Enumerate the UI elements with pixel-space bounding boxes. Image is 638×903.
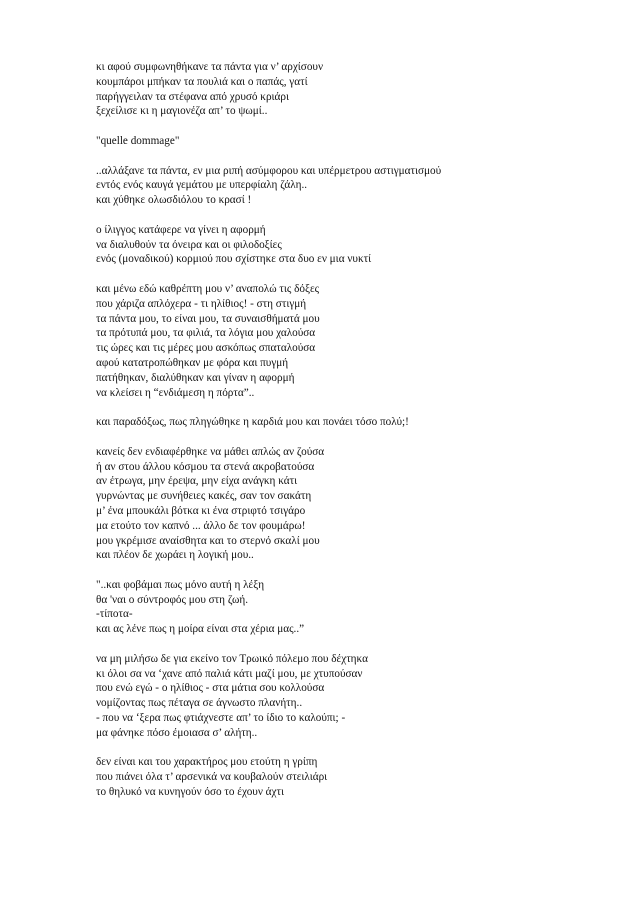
poem-line: ο ίλιγγος κατάφερε να γίνει η αφορμή [96, 223, 266, 236]
poem-line: τα πρότυπά μου, τα φιλιά, τα λόγια μου χαλούσα [96, 327, 316, 340]
poem-line: πατήθηκαν, διαλύθηκαν και γίναν η αφορμή [96, 371, 295, 384]
poem-line: ..αλλάξανε τα πάντα, εν μια ριπή ασύμφορου και υπέρμετρου αστιγματισμού [96, 164, 442, 177]
poem-line: κουμπάροι μπήκαν τα πουλιά και ο παπάς, γατί [96, 75, 308, 88]
poem-line: ενός (μοναδικού) κορμιού που σχίστηκε στα δυο εν μια νυκτί [96, 253, 372, 266]
poem-line: και ας λένε πως η μοίρα είναι στα χέρια μας..” [96, 623, 305, 636]
poem-line: τα πάντα μου, το είναι μου, τα συναισθήματά μου [96, 312, 320, 325]
poem-line: και χύθηκε ολωσδιόλου το κρασί ! [96, 194, 252, 207]
poem-line: μα ετούτο τον καπνό ... άλλο δε τον φουμάρω! [96, 519, 306, 532]
stanza [96, 60, 616, 119]
poem-line: θα 'ναι ο σύντροφός μου στη ζωή. [96, 593, 249, 606]
poem-line: δεν είναι και του χαρακτήρος μου ετούτη η γρίπη [96, 756, 318, 769]
stanza [96, 755, 616, 799]
poem-line: αφού κατατροπώθηκαν με φόρα και πυγμή [96, 356, 289, 369]
poem-line: νομίζοντας πως πέταγα σε άγνωστο πλανήτη.. [96, 697, 303, 710]
stanza [96, 282, 616, 400]
poem-line: "quelle dommage" [96, 134, 180, 147]
poem-line: εντός ενός καυγά γεμάτου με υπερφίαλη ζάλη.. [96, 179, 308, 192]
poem-line: ή αν στου άλλου κόσμου τα στενά ακροβατούσα [96, 460, 315, 473]
poem-line: που χάριζα απλόχερα - τι ηλίθιος! - στη στιγμή [96, 297, 307, 310]
poem-body [96, 60, 616, 815]
poem-line: να κλείσει η “ενδιάμεση η πόρτα”.. [96, 386, 255, 399]
poem-line: και μένω εδώ καθρέπτη μου ν’ αναπολώ τις δόξες [96, 282, 320, 295]
poem-line: που ενώ εγώ - ο ηλίθιος - στα μάτια σου κολλούσα [96, 682, 325, 695]
poem-line: κι αφού συμφωνηθήκανε τα πάντα για ν’ αρχίσουν [96, 61, 324, 73]
poem-line: παρήγγειλαν τα στέφανα από χρυσό κριάρι [96, 90, 289, 103]
stanza [96, 223, 616, 267]
stanza [96, 134, 616, 149]
poem-line: κανείς δεν ενδιαφέρθηκε να μάθει απλώς αν ζούσα [96, 445, 325, 458]
stanza [96, 652, 616, 741]
poem-line: μου γκρέμισε αναίσθητα και το στερνό σκαλί μου [96, 534, 320, 547]
poem-line: γυρνώντας με συνήθειες κακές, σαν τον σακάτη [96, 490, 312, 503]
poem-line: -τίποτα- [96, 608, 133, 621]
poem-line: "..και φοβάμαι πως μόνο αυτή η λέξη [96, 578, 265, 591]
poem-line: και παραδόξως, πως πληγώθηκε η καρδιά μου και πονάει τόσο πολύ;! [96, 416, 409, 429]
poem-line: να μη μιλήσω δε για εκείνο τον Τρωικό πόλεμο που δέχτηκα [96, 652, 368, 665]
poem-line: το θηλυκό να κυνηγούν όσο το έχουν άχτι [96, 786, 285, 799]
stanza [96, 415, 616, 430]
poem-line: να διαλυθούν τα όνειρα και οι φιλοδοξίες [96, 238, 282, 251]
poem-line: τις ώρες και τις μέρες μου ασκόπως σπαταλούσα [96, 342, 316, 355]
poem-line: αν έτρωγα, μην έρεψα, μην είχα ανάγκη κάτι [96, 475, 298, 488]
poem-line: ξεχείλισε κι η μαγιονέζα απ’ το ψωμί.. [96, 105, 268, 118]
stanza [96, 445, 616, 563]
stanza [96, 164, 616, 208]
poem-line: και πλέον δε χωράει η λογική μου.. [96, 549, 254, 562]
poem-line: κι όλοι σα να ‘χανε από παλιά κάτι μαζί μου, με χτυπούσαν [96, 667, 363, 680]
poem-line: μα φάνηκε πόσο έμοιασα σ’ αλήτη.. [96, 726, 258, 739]
poem-line: που πιάνει όλα τ’ αρσενικά να κουβαλούν στειλιάρι [96, 771, 328, 784]
poem-line: μ’ ένα μπουκάλι βότκα κι ένα στριφτό τσιγάρο [96, 504, 306, 517]
stanza [96, 578, 616, 637]
poem-line: - που να ‘ξερα πως φτιάχνεστε απ’ το ίδιο το καλούπι; - [96, 712, 346, 725]
